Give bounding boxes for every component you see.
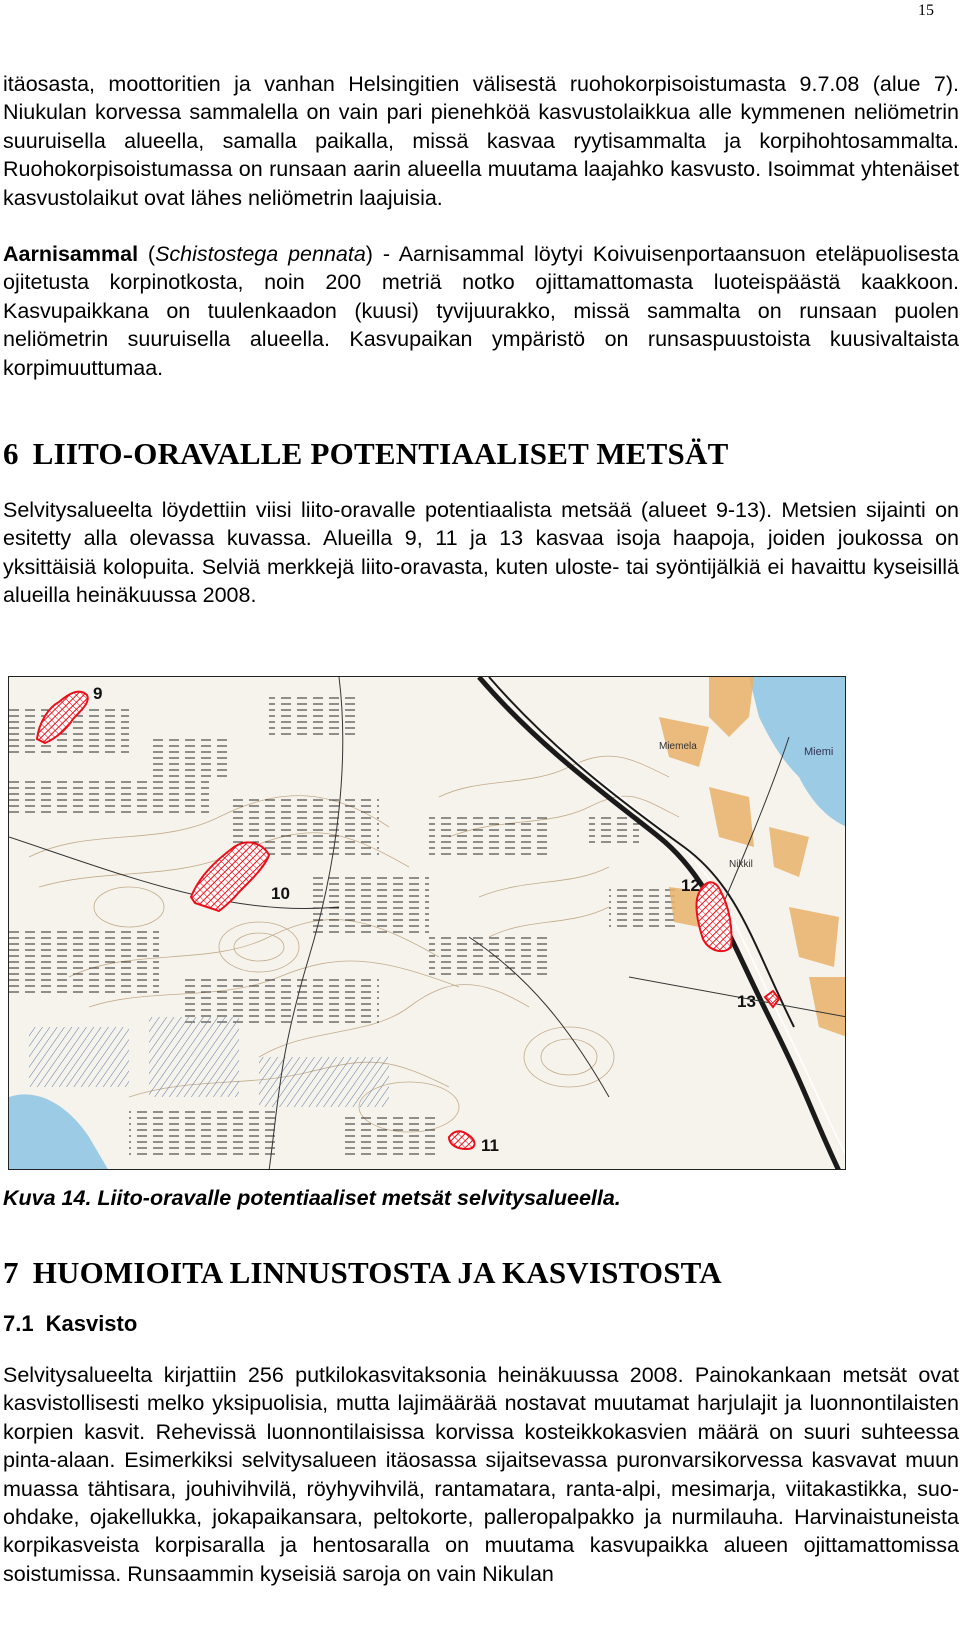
paren-open: ( <box>138 242 156 267</box>
forest-area-11 <box>449 1131 474 1149</box>
area-label-9: 9 <box>93 684 103 703</box>
heading-title: Kasvisto <box>45 1311 138 1336</box>
paragraph-aarnisammal <box>3 240 959 382</box>
area-label-12: 12 <box>681 876 700 895</box>
area-label-13: 13 <box>737 992 756 1011</box>
species-name: Aarnisammal <box>3 242 139 267</box>
place-label: Miemela <box>659 741 697 752</box>
area-label-10: 10 <box>271 884 290 903</box>
heading-number: 7.1 <box>3 1311 34 1336</box>
figure-caption: Kuva 14. Liito-oravalle potentiaaliset metsät selvitysalueella. <box>3 1186 621 1210</box>
lake-label: Miemi <box>804 746 834 758</box>
paragraph-kasvisto: Selvitysalueelta kirjattiin 256 putkilokasvitaksonia heinäkuussa 2008. Painokankaan metsät ovat kasvistollisesti melko yksipuolisia, mutta lajimäärää nostavat muutamat harjulajit ja luonnontilaisten korpien kasvit. Rehevissä luonnontilaisissa korvissa kosteikkokasvien määrä on suuri suhteessa pinta-alaan. Esimerkiksi selvitysalueen itäosassa sijaitsevassa puronvarsikorvessa kasvavat muun muassa tähtisara, jouhivihvilä, röyhyvihvilä, rantamatara, ranta-alpi, mesimarja, viitakastikka, suo-ohdake, ojakellukka, jokapaikansara, peltokorte, palleropalpakko ja nurmilauha. Harvinaistuneista korpikasveista korpisaralla ja hentosaralla on muutama kasvupaikka alueen ojittamattomissa soistumissa. Runsaammin kyseisiä saroja on vain Nikulan <box>3 1363 959 1586</box>
survey-area-map <box>8 676 846 1170</box>
page-number: 15 <box>918 2 934 19</box>
latin-name: Schistostega pennata <box>155 242 366 267</box>
heading-number: 7 <box>3 1255 19 1290</box>
page-content <box>3 70 959 610</box>
page-content-lower <box>3 1186 959 1588</box>
heading-section-6 <box>3 436 959 472</box>
area-label-11: 11 <box>481 1136 499 1155</box>
heading-title: LIITO-ORAVALLE POTENTIAALISET METSÄT <box>32 436 729 472</box>
paragraph-liito-orava: Selvitysalueelta löydettiin viisi liito-oravalle potentiaalista metsää (alueet 9-13). Metsien sijainti on esitetty alla olevassa kuvassa. Alueilla 9, 11 ja 13 kasvaa isoja haapoja, joiden joukossa on yksittäisiä kolopuita. Selviä merkkejä liito-oravasta, kuten uloste- tai syöntijälkiä ei havaittu kyseisillä alueilla heinäkuussa 2008. <box>3 498 959 608</box>
forest-area-10 <box>191 842 269 911</box>
heading-title: HUOMIOITA LINNUSTOSTA JA KASVISTOSTA <box>32 1255 722 1290</box>
heading-section-7-1 <box>3 1311 959 1337</box>
paragraph-intro: itäosasta, moottoritien ja vanhan Helsingitien välisestä ruohokorpisoistumasta 9.7.08 (alue 7). Niukulan korvessa sammalella on vain pari pienehköä kasvustolaikkua alle kymmenen neliömetrin suuruisella alueella, samalla paikalla, missä kasvaa ryytisammalta ja korpihohtosammalta. Ruohokorpisoistumassa on runsaan aarin alueella muutama laajahko kasvusto. Isoimmat yhtenäiset kasvustolaikut ovat lähes neliömetrin laajuisia. <box>3 72 959 210</box>
paragraph-aarnisammal-rest: ) - Aarnisammal löytyi Koivuisenportaansuon eteläpuolisesta ojitetusta korpinotkosta, noin 200 metriä notko ojittamattomasta luoteispäästä kaakkoon. Kasvupaikkana on tuulenkaadon (kuusi) tyvijuurakko, missä sammalta on runsaan puolen neliömetrin suuruisella alueella. Kasvupaikan ympäristö on runsaspuustoista kuusivaltaista korpimuuttumaa. <box>3 242 959 380</box>
place-label: Nikkil <box>729 859 753 870</box>
heading-section-7 <box>3 1255 959 1291</box>
heading-number: 6 <box>3 436 19 472</box>
